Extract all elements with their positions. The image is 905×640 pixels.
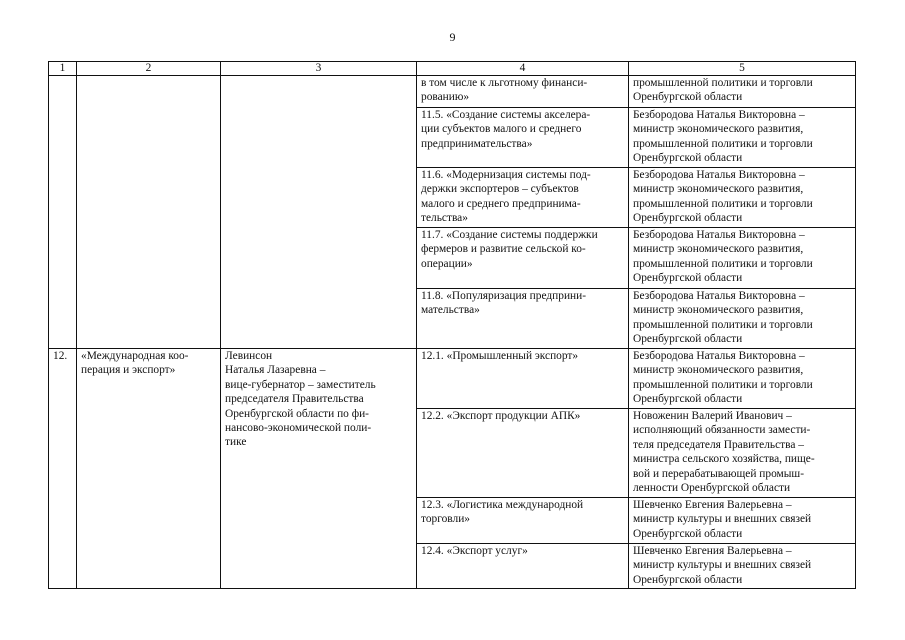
project-cell: 12.3. «Логистика международной торговли» bbox=[417, 498, 629, 544]
table-row bbox=[49, 349, 856, 409]
responsible-cell: Новоженин Валерий Иванович – исполняющий обязанности замести- теля председателя Правительства – министра сельского хозяйства, пище- вой и перерабатывающей промыш- ленности Оренбургской области bbox=[629, 409, 856, 498]
responsible-cell: Шевченко Евгения Валерьевна – министр культуры и внешних связей Оренбургской области bbox=[629, 544, 856, 589]
empty-title-cell bbox=[77, 76, 221, 349]
project-cell: 11.8. «Популяризация предприни- мательства» bbox=[417, 289, 629, 349]
column-header: 1 bbox=[49, 62, 77, 76]
column-header: 5 bbox=[629, 62, 856, 76]
project-cell: 11.5. «Создание системы акселера- ции субъектов малого и среднего предпринимательства» bbox=[417, 108, 629, 168]
column-header: 4 bbox=[417, 62, 629, 76]
section-title: «Международная коо- перация и экспорт» bbox=[77, 349, 221, 589]
responsible-cell: Безбородова Наталья Викторовна – министр экономического развития, промышленной политики и торговли Оренбургской области bbox=[629, 168, 856, 228]
project-cell: 12.4. «Экспорт услуг» bbox=[417, 544, 629, 589]
table-row bbox=[49, 76, 856, 108]
empty-curator-cell bbox=[221, 76, 417, 349]
responsible-cell: Безбородова Наталья Викторовна – министр экономического развития, промышленной политики и торговли Оренбургской области bbox=[629, 108, 856, 168]
responsible-cell: Шевченко Евгения Валерьевна – министр культуры и внешних связей Оренбургской области bbox=[629, 498, 856, 544]
section-number: 12. bbox=[49, 349, 77, 589]
responsible-cell: Безбородова Наталья Викторовна – министр экономического развития, промышленной политики и торговли Оренбургской области bbox=[629, 289, 856, 349]
project-cell: 11.6. «Модернизация системы под- держки экспортеров – субъектов малого и среднего предпринима- тельства» bbox=[417, 168, 629, 228]
responsible-cell: Безбородова Наталья Викторовна – министр экономического развития, промышленной политики и торговли Оренбургской области bbox=[629, 228, 856, 289]
project-cell: 12.2. «Экспорт продукции АПК» bbox=[417, 409, 629, 498]
responsible-cell: промышленной политики и торговли Оренбургской области bbox=[629, 76, 856, 108]
projects-table bbox=[48, 61, 856, 589]
responsible-cell: Безбородова Наталья Викторовна – министр экономического развития, промышленной политики и торговли Оренбургской области bbox=[629, 349, 856, 409]
project-cell: 11.7. «Создание системы поддержки фермеров и развитие сельской ко- операции» bbox=[417, 228, 629, 289]
page-number: 9 bbox=[449, 30, 456, 44]
empty-number-cell bbox=[49, 76, 77, 349]
project-cell: в том числе к льготному финанси- рованию» bbox=[417, 76, 629, 108]
column-header: 3 bbox=[221, 62, 417, 76]
table-header-row bbox=[49, 62, 856, 76]
project-cell: 12.1. «Промышленный экспорт» bbox=[417, 349, 629, 409]
column-header: 2 bbox=[77, 62, 221, 76]
section-curator: Левинсон Наталья Лазаревна – вице-губернатор – заместитель председателя Правительства Оренбургской области по фи- нансово-экономической поли- тике bbox=[221, 349, 417, 589]
